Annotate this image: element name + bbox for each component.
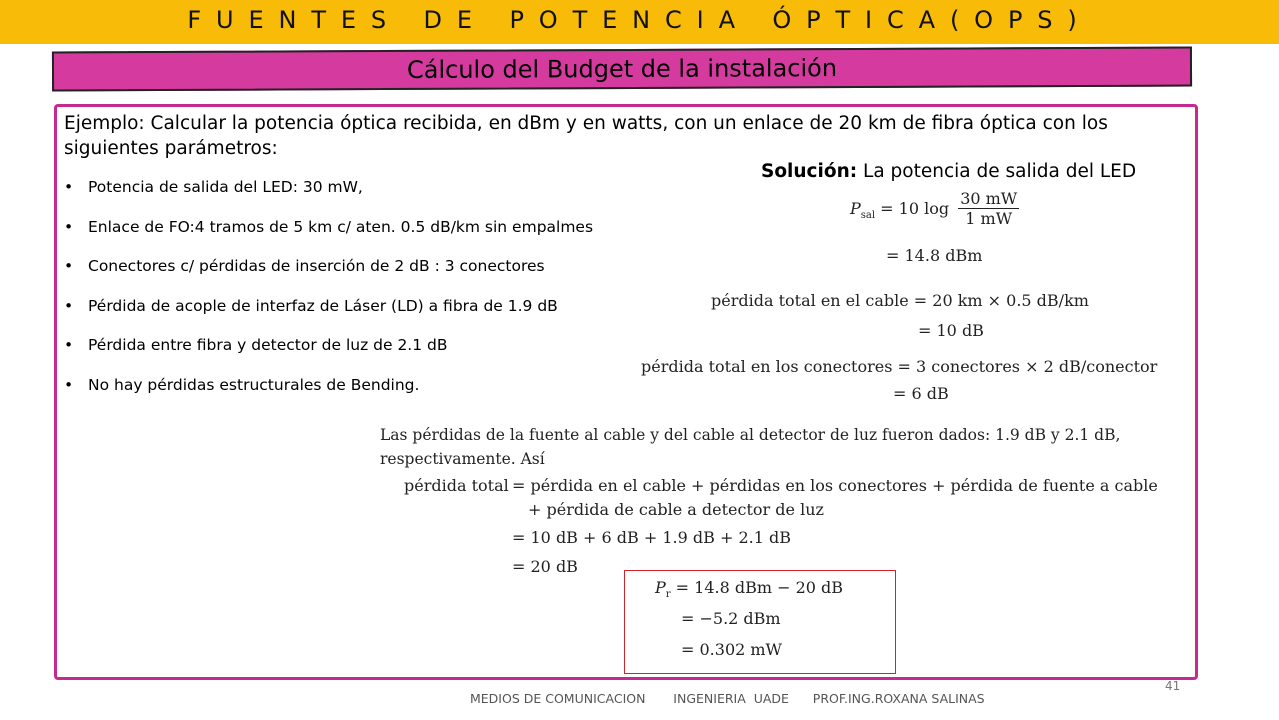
cable-loss-equation: pérdida total en el cable = 20 km × 0.5 dB/km xyxy=(711,291,1089,310)
page-number: 41 xyxy=(1165,679,1181,693)
total-loss-line-4: = 20 dB xyxy=(512,557,578,576)
subtitle-banner xyxy=(52,47,1192,92)
footer-course: MEDIOS DE COMUNICACION xyxy=(470,691,646,706)
footer xyxy=(470,691,985,706)
solution-heading xyxy=(761,160,1136,184)
subtitle-text: Cálculo del Budget de la instalación xyxy=(406,54,838,84)
list-item: • Pérdida entre fibra y detector de luz de 2.1 dB xyxy=(64,331,593,371)
list-item: • Pérdida de acople de interfaz de Láser (LD) a fibra de 1.9 dB xyxy=(64,292,593,332)
bullet-dot-icon: • xyxy=(64,257,74,275)
cable-loss-result: = 10 dB xyxy=(918,321,984,340)
losses-paragraph: Las pérdidas de la fuente al cable y del cable al detector de luz fueron dados: 1.9 dB y 2.1 dB, respectivamente. Así xyxy=(380,426,1121,468)
slide-title: FUENTES DE POTENCIA ÓPTICA(OPS) xyxy=(187,6,1092,34)
bullet-dot-icon: • xyxy=(64,217,74,236)
total-loss-line-2: + pérdida de cable a detector de luz xyxy=(528,500,824,519)
list-item: • No hay pérdidas estructurales de Bending. xyxy=(64,371,593,411)
total-loss-label: pérdida total xyxy=(404,476,509,495)
parameter-list xyxy=(64,173,593,410)
list-item: • Potencia de salida del LED: 30 mW, xyxy=(64,173,593,213)
list-item: • Conectores c/ pérdidas de inserción de 2 dB : 3 conectores xyxy=(64,252,593,292)
received-power-line-1: $P_r = 14.8$ dBm − 20 dB xyxy=(655,578,844,601)
bullet-dot-icon: • xyxy=(64,375,74,394)
total-loss-line-3: = 10 dB + 6 dB + 1.9 dB + 2.1 dB xyxy=(512,528,791,547)
psal-result: = 14.8 dBm xyxy=(886,246,983,265)
received-power-line-2: = −5.2 dBm xyxy=(681,609,781,628)
bullet-dot-icon: • xyxy=(64,336,74,354)
fraction: $\frac{30 mW}{1 mW}$ xyxy=(960,189,1018,228)
connector-loss-result: = 6 dB xyxy=(893,384,949,403)
title-bar xyxy=(0,0,1279,44)
received-power-line-3: = 0.302 mW xyxy=(681,640,782,659)
connector-loss-equation: pérdida total en los conectores = 3 conectores × 2 dB/conector xyxy=(641,357,1158,376)
total-loss-line-1: = pérdida en el cable + pérdidas en los conectores + pérdida de fuente a cable xyxy=(512,476,1158,495)
bullet-dot-icon: • xyxy=(64,178,74,196)
solution-text: La potencia de salida del LED xyxy=(857,161,1137,182)
solution-label: Solución: xyxy=(761,161,858,182)
list-item: • Enlace de FO:4 tramos de 5 km c/ aten. 0.5 dB/km sin empalmes xyxy=(64,213,593,253)
psal-equation: $P_{sal} = 10$ log $\frac{30 mW}{1 mW}$ xyxy=(850,189,1018,228)
bullet-dot-icon: • xyxy=(64,296,74,315)
intro-text: Ejemplo: Calcular la potencia óptica recibida, en dBm y en watts, con un enlace de 20 km de fibra óptica con los siguientes parámetros: xyxy=(64,113,1108,159)
footer-author: PROF.ING.ROXANA SALINAS xyxy=(812,691,985,706)
footer-institution: INGENIERIA UADE xyxy=(673,691,789,706)
